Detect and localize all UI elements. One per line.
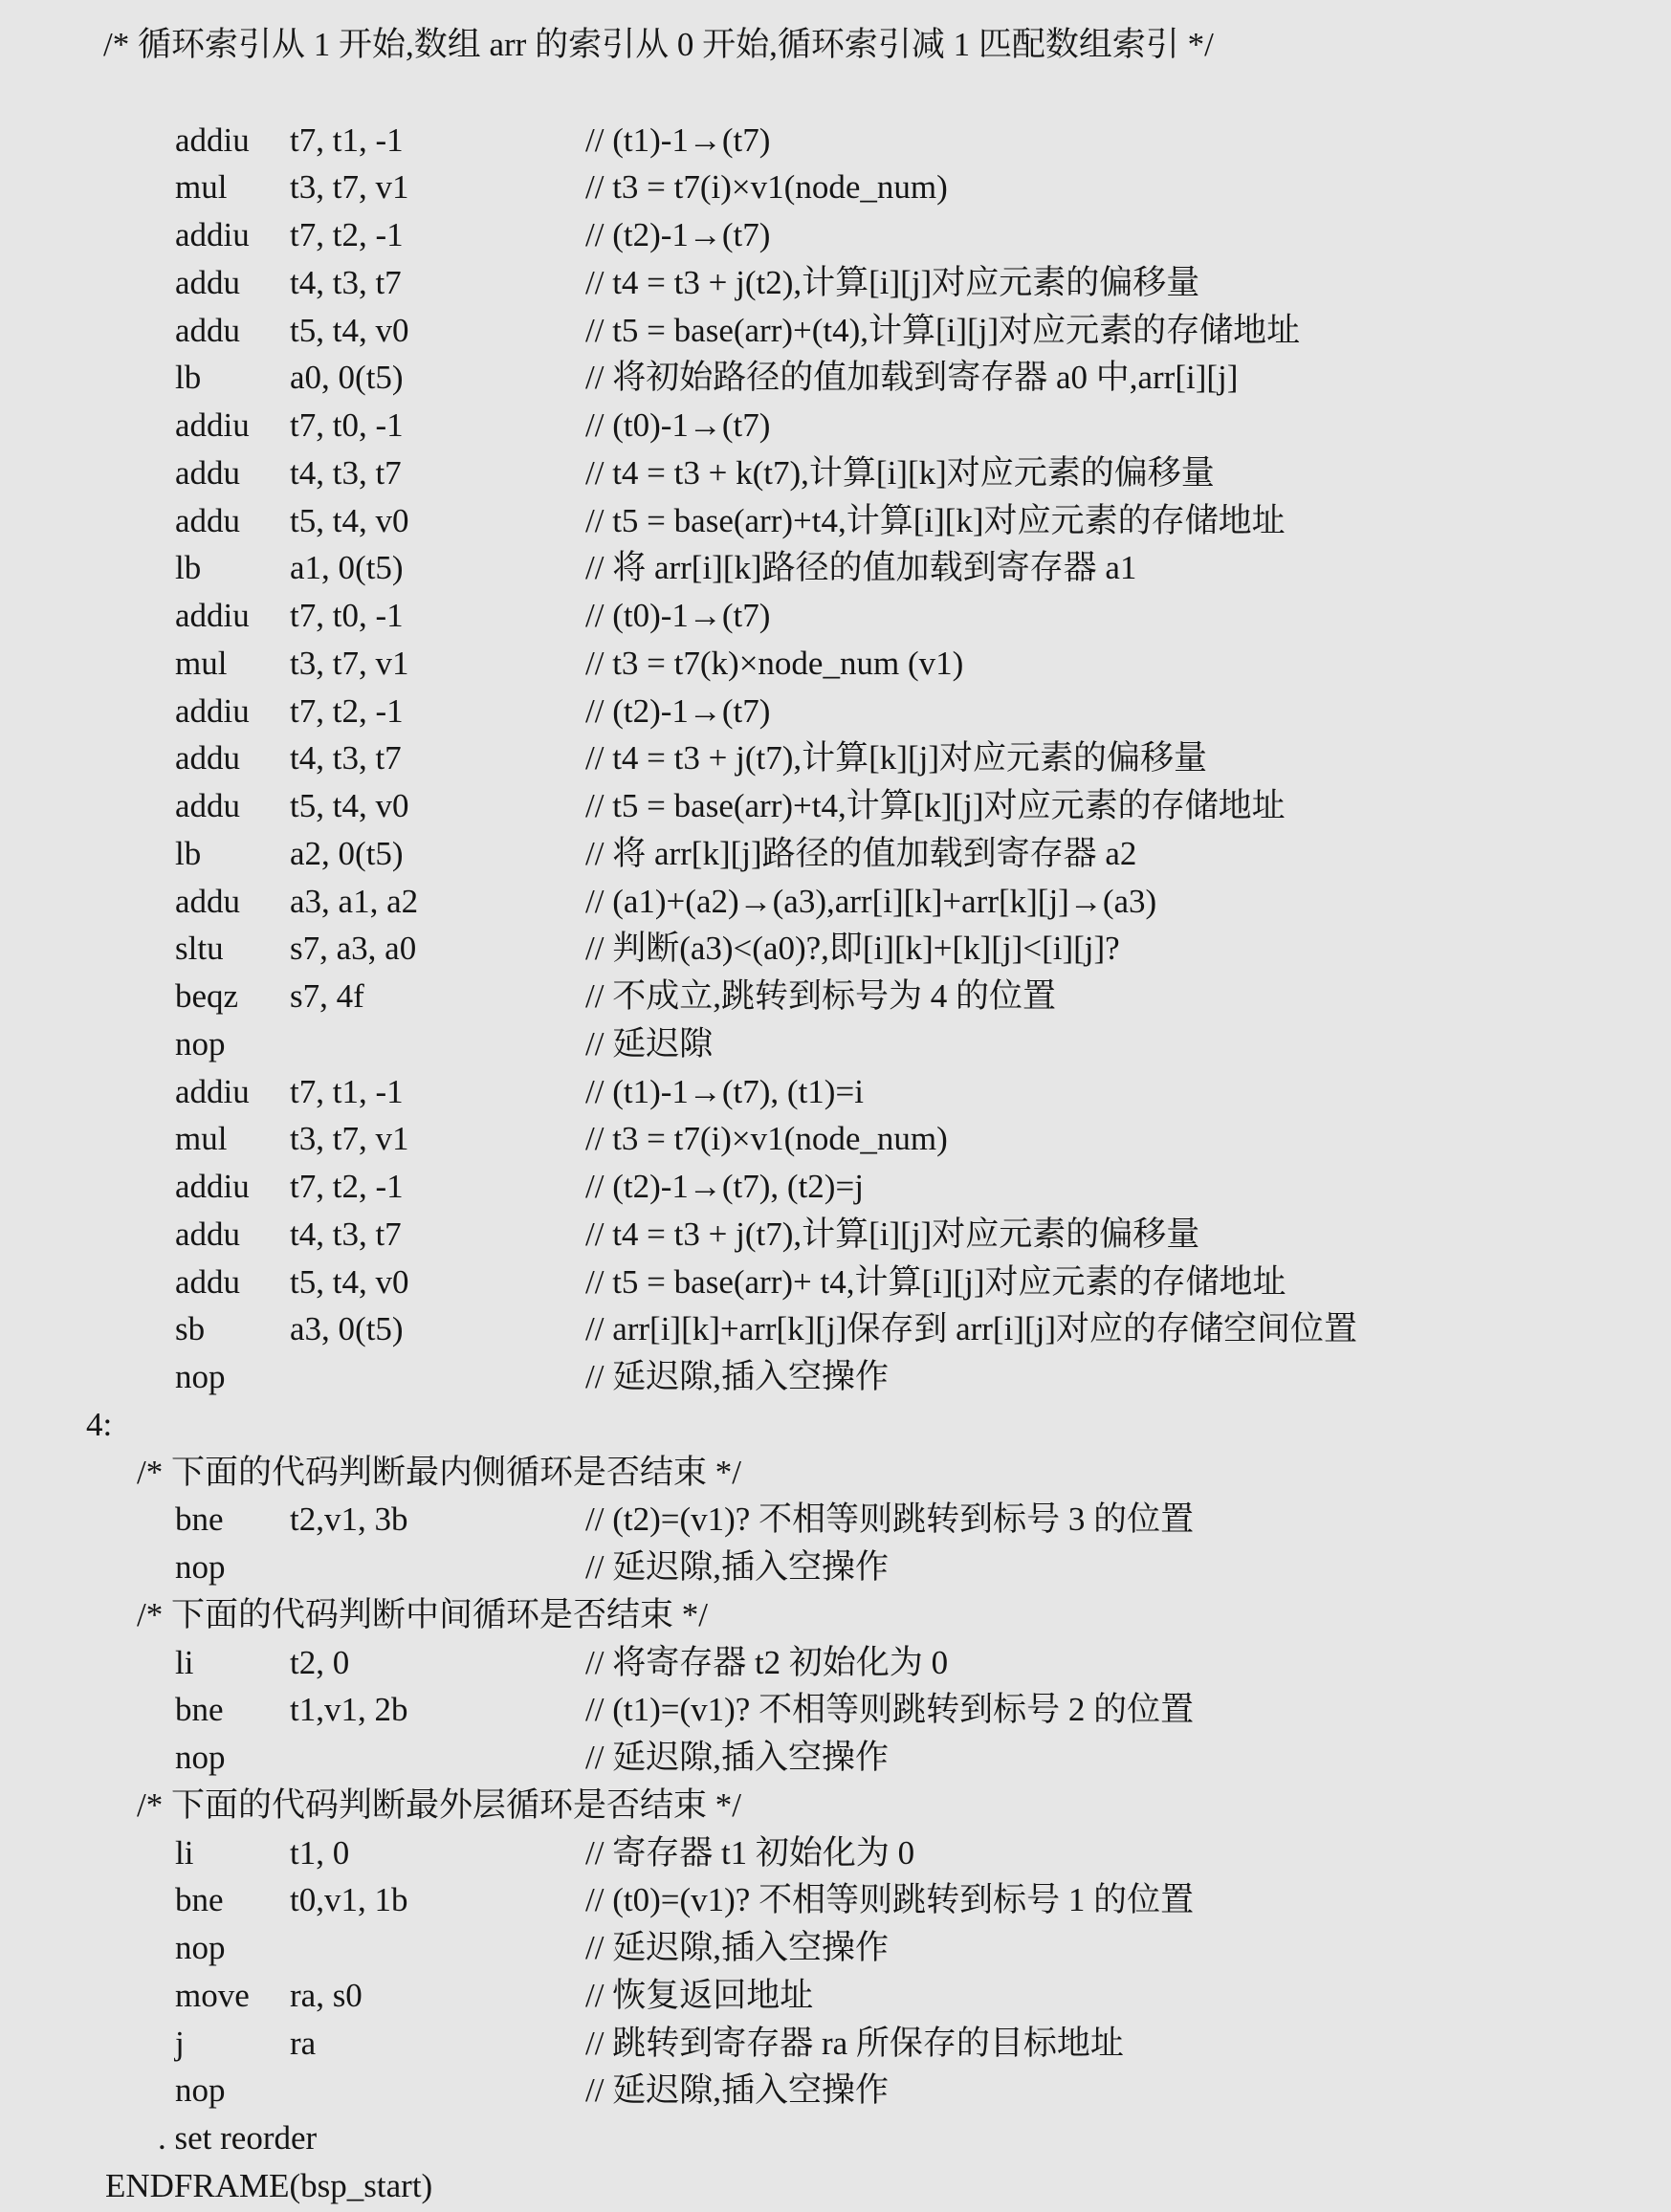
code-comment: // (t1)-1→(t7), (t1)=i bbox=[585, 1072, 864, 1110]
code-comment: // t3 = t7(i)×v1(node_num) bbox=[585, 168, 948, 207]
code-comment: // 延迟隙,插入空操作 bbox=[585, 1358, 889, 1395]
opcode: nop bbox=[175, 2071, 226, 2110]
opcode: nop bbox=[175, 1024, 226, 1062]
code-comment: // 跳转到寄存器 ra 所保存的目标地址 bbox=[585, 2024, 1124, 2062]
operands: ra, s0 bbox=[290, 1976, 363, 2014]
section-comment: /* 下面的代码判断中间循环是否结束 */ bbox=[137, 1595, 708, 1633]
operands: t7, t2, -1 bbox=[290, 216, 404, 253]
opcode: bne bbox=[175, 1691, 224, 1729]
opcode: beqz bbox=[175, 977, 239, 1015]
operands: t7, t0, -1 bbox=[290, 406, 404, 444]
code-comment: // arr[i][k]+arr[k][j]保存到 arr[i][j]对应的存储空间位置 bbox=[585, 1310, 1357, 1348]
opcode: li bbox=[175, 1643, 194, 1681]
code-comment: // t5 = base(arr)+ t4,计算[i][j]对应元素的存储地址 bbox=[585, 1262, 1286, 1301]
code-comment: // (t2)-1→(t7) bbox=[585, 216, 771, 253]
code-comment: // 恢复返回地址 bbox=[585, 1976, 814, 2014]
code-comment: // 将 arr[i][k]路径的值加载到寄存器 a1 bbox=[585, 549, 1137, 587]
operands: t4, t3, t7 bbox=[290, 453, 402, 492]
operands: t2,v1, 3b bbox=[290, 1500, 408, 1539]
opcode: nop bbox=[175, 1929, 226, 1966]
opcode: addu bbox=[175, 453, 241, 492]
opcode: addiu bbox=[175, 1072, 250, 1110]
opcode: addu bbox=[175, 501, 241, 539]
operands: t7, t1, -1 bbox=[290, 1072, 404, 1110]
operands: t5, t4, v0 bbox=[290, 787, 409, 824]
opcode: li bbox=[175, 1833, 194, 1872]
opcode: addu bbox=[175, 311, 241, 349]
opcode: addu bbox=[175, 739, 241, 777]
opcode: sltu bbox=[175, 930, 224, 968]
code-comment: // t5 = base(arr)+(t4),计算[i][j]对应元素的存储地址 bbox=[585, 311, 1301, 349]
code-comment: // 将寄存器 t2 初始化为 0 bbox=[585, 1643, 949, 1681]
opcode: mul bbox=[175, 644, 228, 682]
operands: a2, 0(t5) bbox=[290, 834, 404, 872]
opcode: lb bbox=[175, 549, 202, 587]
code-comment: // 寄存器 t1 初始化为 0 bbox=[585, 1833, 915, 1872]
opcode: lb bbox=[175, 834, 202, 872]
opcode: addu bbox=[175, 1215, 241, 1253]
opcode: addu bbox=[175, 882, 241, 920]
code-comment: // (a1)+(a2)→(a3),arr[i][k]+arr[k][j]→(a3) bbox=[585, 882, 1157, 920]
opcode: addu bbox=[175, 1262, 241, 1301]
header-comment: /* 循环索引从 1 开始,数组 arr 的索引从 0 开始,循环索引减 1 匹配数组索引 */ bbox=[103, 26, 1214, 63]
opcode: addiu bbox=[175, 597, 250, 634]
opcode: addu bbox=[175, 787, 241, 824]
operands: t3, t7, v1 bbox=[290, 168, 409, 207]
operands: t7, t2, -1 bbox=[290, 691, 404, 730]
opcode: mul bbox=[175, 1120, 228, 1158]
opcode: addiu bbox=[175, 1168, 250, 1205]
operands: t3, t7, v1 bbox=[290, 644, 409, 682]
operands: t1,v1, 2b bbox=[290, 1691, 408, 1729]
opcode: addiu bbox=[175, 216, 250, 253]
code-comment: // (t0)-1→(t7) bbox=[585, 597, 771, 634]
operands: t7, t2, -1 bbox=[290, 1168, 404, 1205]
opcode: addiu bbox=[175, 691, 250, 730]
operands: t4, t3, t7 bbox=[290, 1215, 402, 1253]
operands: t4, t3, t7 bbox=[290, 263, 402, 301]
code-comment: // (t2)-1→(t7), (t2)=j bbox=[585, 1168, 864, 1205]
code-comment: // 判断(a3)<(a0)?,即[i][k]+[k][j]<[i][j]? bbox=[585, 930, 1120, 968]
code-comment: // t4 = t3 + j(t7),计算[k][j]对应元素的偏移量 bbox=[585, 739, 1207, 777]
code-comment: // 延迟隙,插入空操作 bbox=[585, 1739, 889, 1776]
code-comment: // t3 = t7(i)×v1(node_num) bbox=[585, 1120, 948, 1158]
operands: a0, 0(t5) bbox=[290, 359, 404, 397]
code-comment: // t4 = t3 + j(t2),计算[i][j]对应元素的偏移量 bbox=[585, 263, 1200, 301]
operands: t1, 0 bbox=[290, 1833, 350, 1872]
operands: a3, a1, a2 bbox=[290, 882, 419, 920]
opcode: addiu bbox=[175, 120, 250, 159]
section-comment: /* 下面的代码判断最内侧循环是否结束 */ bbox=[137, 1453, 741, 1491]
code-comment: // 不成立,跳转到标号为 4 的位置 bbox=[585, 977, 1056, 1015]
code-comment: // (t2)=(v1)? 不相等则跳转到标号 3 的位置 bbox=[585, 1500, 1195, 1539]
code-comment: // 延迟隙 bbox=[585, 1024, 714, 1062]
code-comment: // t4 = t3 + k(t7),计算[i][k]对应元素的偏移量 bbox=[585, 453, 1215, 492]
code-comment: // t5 = base(arr)+t4,计算[i][k]对应元素的存储地址 bbox=[585, 501, 1286, 539]
code-comment: // (t1)-1→(t7) bbox=[585, 120, 771, 159]
opcode: nop bbox=[175, 1548, 226, 1586]
code-label: 4: bbox=[86, 1405, 113, 1443]
end-frame: ENDFRAME(bsp_start) bbox=[105, 2166, 433, 2204]
opcode: bne bbox=[175, 1881, 224, 1919]
code-comment: // (t0)-1→(t7) bbox=[585, 406, 771, 444]
opcode: nop bbox=[175, 1358, 226, 1395]
operands: s7, 4f bbox=[290, 977, 364, 1015]
code-comment: // 延迟隙,插入空操作 bbox=[585, 1929, 889, 1966]
opcode: j bbox=[175, 2024, 185, 2062]
opcode: mul bbox=[175, 168, 228, 207]
code-comment: // (t2)-1→(t7) bbox=[585, 691, 771, 730]
code-comment: // t3 = t7(k)×node_num (v1) bbox=[585, 644, 964, 682]
operands: t5, t4, v0 bbox=[290, 1262, 409, 1301]
code-comment: // 将初始路径的值加载到寄存器 a0 中,arr[i][j] bbox=[585, 359, 1239, 397]
opcode: addiu bbox=[175, 406, 250, 444]
opcode: bne bbox=[175, 1500, 224, 1539]
opcode: addu bbox=[175, 263, 241, 301]
operands: t5, t4, v0 bbox=[290, 501, 409, 539]
operands: t5, t4, v0 bbox=[290, 311, 409, 349]
code-comment: // t4 = t3 + j(t7),计算[i][j]对应元素的偏移量 bbox=[585, 1215, 1200, 1253]
opcode: sb bbox=[175, 1310, 206, 1348]
code-comment: // 延迟隙,插入空操作 bbox=[585, 1548, 889, 1586]
code-comment: // 延迟隙,插入空操作 bbox=[585, 2071, 889, 2110]
opcode: move bbox=[175, 1976, 250, 2014]
code-comment: // (t1)=(v1)? 不相等则跳转到标号 2 的位置 bbox=[585, 1691, 1195, 1729]
operands: t3, t7, v1 bbox=[290, 1120, 409, 1158]
section-comment: /* 下面的代码判断最外层循环是否结束 */ bbox=[137, 1785, 741, 1824]
operands: ra bbox=[290, 2024, 317, 2062]
operands: t7, t0, -1 bbox=[290, 597, 404, 634]
operands: t0,v1, 1b bbox=[290, 1881, 408, 1919]
operands: a3, 0(t5) bbox=[290, 1310, 404, 1348]
code-comment: // t5 = base(arr)+t4,计算[k][j]对应元素的存储地址 bbox=[585, 787, 1286, 824]
operands: t7, t1, -1 bbox=[290, 120, 404, 159]
operands: t2, 0 bbox=[290, 1643, 350, 1681]
operands: a1, 0(t5) bbox=[290, 549, 404, 587]
operands: t4, t3, t7 bbox=[290, 739, 402, 777]
opcode: nop bbox=[175, 1739, 226, 1776]
opcode: lb bbox=[175, 359, 202, 397]
operands: s7, a3, a0 bbox=[290, 930, 417, 968]
code-comment: // (t0)=(v1)? 不相等则跳转到标号 1 的位置 bbox=[585, 1881, 1195, 1919]
assembler-directive: . set reorder bbox=[158, 2119, 318, 2157]
code-comment: // 将 arr[k][j]路径的值加载到寄存器 a2 bbox=[585, 834, 1137, 872]
